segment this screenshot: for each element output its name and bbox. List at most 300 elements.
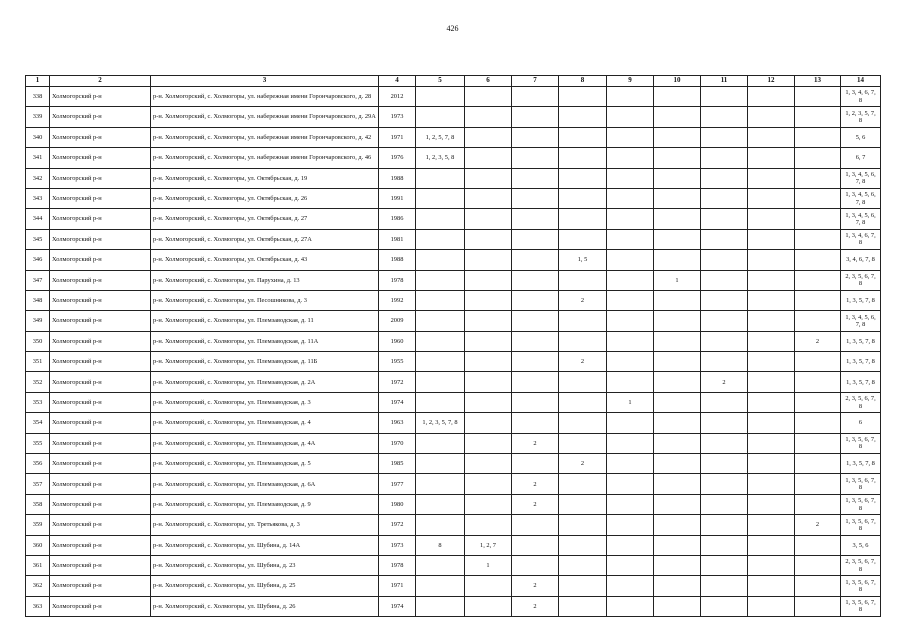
table-cell-col-3: р-н. Холмогорский, с. Холмогоры, ул. Племзаводская, д. 4А <box>151 433 379 453</box>
table-cell-col-13 <box>795 372 841 392</box>
table-cell-col-7 <box>512 535 559 555</box>
table-cell-col-7 <box>512 188 559 208</box>
table-cell-col-7 <box>512 392 559 412</box>
table-cell-col-6 <box>465 331 512 351</box>
table-cell-col-5 <box>416 290 465 310</box>
table-cell-col-10 <box>654 107 701 127</box>
table-row <box>26 311 881 331</box>
table-row <box>26 454 881 474</box>
table-cell-col-6 <box>465 290 512 310</box>
table-cell-col-6 <box>465 229 512 249</box>
table-cell-col-5 <box>416 433 465 453</box>
table-cell-col-8 <box>559 515 607 535</box>
table-cell-col-10 <box>654 229 701 249</box>
table-cell-col-14: 1, 2, 3, 5, 7, 8 <box>841 107 881 127</box>
table-cell-col-5 <box>416 209 465 229</box>
table-cell-col-1: 338 <box>26 87 50 107</box>
table-cell-col-5 <box>416 168 465 188</box>
table-row <box>26 148 881 168</box>
table-cell-col-6 <box>465 433 512 453</box>
column-header-9: 9 <box>607 76 654 87</box>
table-cell-col-14: 1, 3, 5, 6, 7, 8 <box>841 576 881 596</box>
table-row <box>26 576 881 596</box>
column-header-2: 2 <box>50 76 151 87</box>
table-cell-col-9 <box>607 168 654 188</box>
table-cell-col-4: 1977 <box>379 474 416 494</box>
table-cell-col-9 <box>607 474 654 494</box>
table-cell-col-8 <box>559 87 607 107</box>
table-cell-col-1: 355 <box>26 433 50 453</box>
table-cell-col-13 <box>795 494 841 514</box>
table-cell-col-10 <box>654 494 701 514</box>
table-cell-col-9 <box>607 87 654 107</box>
table-cell-col-14: 1, 3, 5, 6, 7, 8 <box>841 596 881 616</box>
table-cell-col-11: 2 <box>701 372 748 392</box>
table-cell-col-1: 357 <box>26 474 50 494</box>
table-cell-col-7 <box>512 250 559 270</box>
table-cell-col-11 <box>701 127 748 147</box>
table-row <box>26 474 881 494</box>
table-cell-col-1: 358 <box>26 494 50 514</box>
table-cell-col-9 <box>607 107 654 127</box>
table-cell-col-2: Холмогорский р-н <box>50 494 151 514</box>
table-header <box>26 76 881 87</box>
table-cell-col-12 <box>748 229 795 249</box>
table-cell-col-13 <box>795 433 841 453</box>
table-cell-col-8 <box>559 555 607 575</box>
column-header-5: 5 <box>416 76 465 87</box>
table-cell-col-2: Холмогорский р-н <box>50 229 151 249</box>
table-cell-col-11 <box>701 290 748 310</box>
table-cell-col-11 <box>701 148 748 168</box>
table-row <box>26 229 881 249</box>
table-cell-col-9 <box>607 148 654 168</box>
table-cell-col-2: Холмогорский р-н <box>50 168 151 188</box>
table-cell-col-2: Холмогорский р-н <box>50 107 151 127</box>
table-cell-col-13 <box>795 168 841 188</box>
table-cell-col-3: р-н. Холмогорский, с. Холмогоры, ул. Шубина, д. 26 <box>151 596 379 616</box>
column-header-13: 13 <box>795 76 841 87</box>
table-cell-col-1: 350 <box>26 331 50 351</box>
table-cell-col-14: 1, 3, 5, 7, 8 <box>841 290 881 310</box>
table-cell-col-13 <box>795 474 841 494</box>
table-cell-col-8 <box>559 392 607 412</box>
table-cell-col-13 <box>795 127 841 147</box>
table-cell-col-7: 2 <box>512 576 559 596</box>
table-row <box>26 352 881 372</box>
table-cell-col-10 <box>654 392 701 412</box>
table-cell-col-14: 3, 5, 6 <box>841 535 881 555</box>
table-cell-col-4: 1988 <box>379 168 416 188</box>
table-cell-col-12 <box>748 188 795 208</box>
table-cell-col-2: Холмогорский р-н <box>50 555 151 575</box>
table-row <box>26 127 881 147</box>
table-cell-col-9 <box>607 596 654 616</box>
table-cell-col-10 <box>654 352 701 372</box>
table-cell-col-3: р-н. Холмогорский, с. Холмогоры, ул. Племзаводская, д. 2А <box>151 372 379 392</box>
table-cell-col-8 <box>559 127 607 147</box>
table-cell-col-14: 1, 3, 4, 6, 7, 8 <box>841 87 881 107</box>
column-header-6: 6 <box>465 76 512 87</box>
table-cell-col-14: 1, 3, 5, 7, 8 <box>841 352 881 372</box>
table-cell-col-13 <box>795 148 841 168</box>
table-cell-col-14: 1, 3, 5, 6, 7, 8 <box>841 494 881 514</box>
table-cell-col-4: 1986 <box>379 209 416 229</box>
table-cell-col-8 <box>559 168 607 188</box>
table-cell-col-7 <box>512 331 559 351</box>
table-cell-col-14: 6, 7 <box>841 148 881 168</box>
table-cell-col-5 <box>416 107 465 127</box>
table-cell-col-5 <box>416 87 465 107</box>
table-cell-col-13 <box>795 229 841 249</box>
table-cell-col-10 <box>654 515 701 535</box>
table-cell-col-2: Холмогорский р-н <box>50 576 151 596</box>
table-cell-col-1: 360 <box>26 535 50 555</box>
table-cell-col-4: 1988 <box>379 250 416 270</box>
table-cell-col-10 <box>654 87 701 107</box>
table-cell-col-10 <box>654 290 701 310</box>
table-row <box>26 250 881 270</box>
table-cell-col-3: р-н. Холмогорский, с. Холмогоры, ул. Племзаводская, д. 11Б <box>151 352 379 372</box>
table-cell-col-12 <box>748 250 795 270</box>
table-cell-col-5: 8 <box>416 535 465 555</box>
table-cell-col-12 <box>748 474 795 494</box>
table-cell-col-11 <box>701 433 748 453</box>
table-cell-col-8 <box>559 474 607 494</box>
table-cell-col-10 <box>654 188 701 208</box>
table-cell-col-2: Холмогорский р-н <box>50 209 151 229</box>
table-cell-col-6 <box>465 107 512 127</box>
table-cell-col-6 <box>465 494 512 514</box>
table-cell-col-8: 2 <box>559 454 607 474</box>
table-cell-col-4: 1974 <box>379 392 416 412</box>
table-cell-col-10 <box>654 576 701 596</box>
table-cell-col-8 <box>559 188 607 208</box>
table-cell-col-4: 1971 <box>379 127 416 147</box>
table-cell-col-11 <box>701 331 748 351</box>
table-cell-col-4: 1981 <box>379 229 416 249</box>
table-cell-col-9 <box>607 290 654 310</box>
table-cell-col-1: 344 <box>26 209 50 229</box>
table-cell-col-12 <box>748 494 795 514</box>
table-cell-col-3: р-н. Холмогорский, с. Холмогоры, ул. Племзаводская, д. 3 <box>151 392 379 412</box>
table-cell-col-14: 1, 3, 4, 5, 6, 7, 8 <box>841 168 881 188</box>
table-cell-col-7 <box>512 454 559 474</box>
table-row <box>26 535 881 555</box>
table-cell-col-13 <box>795 290 841 310</box>
table-cell-col-7 <box>512 127 559 147</box>
table-cell-col-10 <box>654 250 701 270</box>
table-cell-col-8 <box>559 413 607 433</box>
table-cell-col-10 <box>654 168 701 188</box>
table-cell-col-11 <box>701 209 748 229</box>
table-cell-col-6 <box>465 87 512 107</box>
table-cell-col-7 <box>512 413 559 433</box>
table-cell-col-9: 1 <box>607 392 654 412</box>
table-cell-col-8 <box>559 576 607 596</box>
table-cell-col-9 <box>607 270 654 290</box>
table-cell-col-1: 361 <box>26 555 50 575</box>
table-cell-col-10 <box>654 555 701 575</box>
table-cell-col-10 <box>654 454 701 474</box>
table-cell-col-3: р-н. Холмогорский, с. Холмогоры, ул. Октябрьская, д. 27 <box>151 209 379 229</box>
table-cell-col-1: 342 <box>26 168 50 188</box>
table-cell-col-7: 2 <box>512 433 559 453</box>
table-cell-col-12 <box>748 433 795 453</box>
table-row <box>26 494 881 514</box>
table-cell-col-12 <box>748 311 795 331</box>
table-cell-col-7 <box>512 372 559 392</box>
table-row <box>26 87 881 107</box>
table-cell-col-13 <box>795 352 841 372</box>
table-cell-col-4: 1973 <box>379 107 416 127</box>
table-cell-col-13 <box>795 250 841 270</box>
table-cell-col-10 <box>654 372 701 392</box>
table-cell-col-6 <box>465 270 512 290</box>
table-cell-col-2: Холмогорский р-н <box>50 352 151 372</box>
table-cell-col-2: Холмогорский р-н <box>50 454 151 474</box>
table-cell-col-5 <box>416 270 465 290</box>
table-cell-col-5 <box>416 596 465 616</box>
table-cell-col-4: 1992 <box>379 290 416 310</box>
table-row <box>26 168 881 188</box>
page-number: 426 <box>446 24 459 33</box>
table-cell-col-1: 341 <box>26 148 50 168</box>
table-cell-col-11 <box>701 87 748 107</box>
table-cell-col-2: Холмогорский р-н <box>50 474 151 494</box>
table-cell-col-4: 2009 <box>379 311 416 331</box>
column-header-3: 3 <box>151 76 379 87</box>
table-cell-col-1: 354 <box>26 413 50 433</box>
table-cell-col-7 <box>512 209 559 229</box>
table-cell-col-11 <box>701 515 748 535</box>
table-cell-col-6 <box>465 352 512 372</box>
table-cell-col-14: 1, 3, 5, 7, 8 <box>841 372 881 392</box>
table-cell-col-14: 1, 3, 4, 5, 6, 7, 8 <box>841 311 881 331</box>
table-cell-col-1: 351 <box>26 352 50 372</box>
table-cell-col-6 <box>465 168 512 188</box>
table-cell-col-14: 1, 3, 4, 5, 6, 7, 8 <box>841 209 881 229</box>
table-cell-col-7 <box>512 107 559 127</box>
table-cell-col-9 <box>607 331 654 351</box>
table-cell-col-7 <box>512 270 559 290</box>
table-cell-col-1: 349 <box>26 311 50 331</box>
table-cell-col-5 <box>416 250 465 270</box>
table-cell-col-13 <box>795 107 841 127</box>
table-cell-col-7: 2 <box>512 474 559 494</box>
table-cell-col-6 <box>465 474 512 494</box>
table-cell-col-14: 2, 3, 5, 6, 7, 8 <box>841 392 881 412</box>
table-cell-col-13: 2 <box>795 515 841 535</box>
table-cell-col-5 <box>416 474 465 494</box>
table-row <box>26 107 881 127</box>
table-cell-col-8 <box>559 331 607 351</box>
table-cell-col-5 <box>416 454 465 474</box>
table-cell-col-14: 1, 3, 5, 7, 8 <box>841 454 881 474</box>
table-cell-col-2: Холмогорский р-н <box>50 392 151 412</box>
table-cell-col-7 <box>512 352 559 372</box>
table-cell-col-4: 1978 <box>379 555 416 575</box>
table-cell-col-13 <box>795 535 841 555</box>
table-cell-col-9 <box>607 352 654 372</box>
table-cell-col-9 <box>607 127 654 147</box>
table-cell-col-6 <box>465 311 512 331</box>
table-cell-col-2: Холмогорский р-н <box>50 311 151 331</box>
table-row <box>26 188 881 208</box>
table-cell-col-3: р-н. Холмогорский, с. Холмогоры, ул. набережная имени Горончаровского, д. 46 <box>151 148 379 168</box>
table-cell-col-5 <box>416 331 465 351</box>
table-cell-col-11 <box>701 270 748 290</box>
table-cell-col-7 <box>512 87 559 107</box>
table-cell-col-14: 1, 3, 4, 6, 7, 8 <box>841 229 881 249</box>
table-cell-col-3: р-н. Холмогорский, с. Холмогоры, ул. Шубина, д. 14А <box>151 535 379 555</box>
table-row <box>26 433 881 453</box>
table-cell-col-9 <box>607 535 654 555</box>
housing-registry-table <box>25 75 881 617</box>
table-cell-col-1: 359 <box>26 515 50 535</box>
table-cell-col-5 <box>416 188 465 208</box>
table-cell-col-12 <box>748 168 795 188</box>
table-cell-col-11 <box>701 494 748 514</box>
table-row <box>26 555 881 575</box>
table-cell-col-8 <box>559 148 607 168</box>
table-cell-col-5 <box>416 494 465 514</box>
column-header-8: 8 <box>559 76 607 87</box>
table-cell-col-13 <box>795 454 841 474</box>
table-cell-col-1: 362 <box>26 576 50 596</box>
table-cell-col-3: р-н. Холмогорский, с. Холмогоры, ул. Октябрьская, д. 19 <box>151 168 379 188</box>
table-cell-col-4: 1974 <box>379 596 416 616</box>
table-cell-col-12 <box>748 148 795 168</box>
table-cell-col-6 <box>465 392 512 412</box>
table-cell-col-5 <box>416 392 465 412</box>
table-cell-col-1: 348 <box>26 290 50 310</box>
table-cell-col-11 <box>701 250 748 270</box>
table-cell-col-11 <box>701 596 748 616</box>
table-cell-col-12 <box>748 555 795 575</box>
table-cell-col-14: 1, 3, 4, 5, 6, 7, 8 <box>841 188 881 208</box>
table-cell-col-1: 346 <box>26 250 50 270</box>
table-body <box>26 87 881 617</box>
table-cell-col-4: 1972 <box>379 515 416 535</box>
table-cell-col-14: 2, 3, 5, 6, 7, 8 <box>841 270 881 290</box>
table-cell-col-2: Холмогорский р-н <box>50 433 151 453</box>
table-cell-col-5 <box>416 515 465 535</box>
table-cell-col-12 <box>748 209 795 229</box>
table-cell-col-6 <box>465 127 512 147</box>
table-cell-col-8: 2 <box>559 352 607 372</box>
table-cell-col-10 <box>654 209 701 229</box>
table-cell-col-2: Холмогорский р-н <box>50 127 151 147</box>
table-cell-col-9 <box>607 555 654 575</box>
table-cell-col-2: Холмогорский р-н <box>50 148 151 168</box>
table-cell-col-9 <box>607 209 654 229</box>
table-cell-col-12 <box>748 127 795 147</box>
table-cell-col-3: р-н. Холмогорский, с. Холмогоры, ул. Октябрьская, д. 27А <box>151 229 379 249</box>
table-cell-col-11 <box>701 188 748 208</box>
table-cell-col-10 <box>654 127 701 147</box>
table-cell-col-13 <box>795 555 841 575</box>
table-cell-col-13 <box>795 87 841 107</box>
table-cell-col-11 <box>701 311 748 331</box>
column-header-1: 1 <box>26 76 50 87</box>
table-cell-col-8 <box>559 596 607 616</box>
table-cell-col-3: р-н. Холмогорский, с. Холмогоры, ул. Октябрьская, д. 26 <box>151 188 379 208</box>
table-cell-col-5: 1, 2, 5, 7, 8 <box>416 127 465 147</box>
table-cell-col-8 <box>559 209 607 229</box>
table-cell-col-9 <box>607 433 654 453</box>
table-cell-col-10 <box>654 596 701 616</box>
column-header-10: 10 <box>654 76 701 87</box>
table-cell-col-11 <box>701 576 748 596</box>
table-cell-col-3: р-н. Холмогорский, с. Холмогоры, ул. Песошникова, д. 3 <box>151 290 379 310</box>
table-cell-col-6 <box>465 209 512 229</box>
table-cell-col-4: 1955 <box>379 352 416 372</box>
table-cell-col-9 <box>607 454 654 474</box>
table-cell-col-13 <box>795 188 841 208</box>
column-header-14: 14 <box>841 76 881 87</box>
table-cell-col-14: 5, 6 <box>841 127 881 147</box>
table-cell-col-10 <box>654 413 701 433</box>
table-cell-col-11 <box>701 168 748 188</box>
table-cell-col-10 <box>654 474 701 494</box>
table-cell-col-1: 340 <box>26 127 50 147</box>
table-cell-col-3: р-н. Холмогорский, с. Холмогоры, ул. Племзаводская, д. 11А <box>151 331 379 351</box>
table-cell-col-7 <box>512 515 559 535</box>
table-cell-col-8 <box>559 433 607 453</box>
table-cell-col-11 <box>701 352 748 372</box>
table-cell-col-11 <box>701 474 748 494</box>
table-cell-col-2: Холмогорский р-н <box>50 413 151 433</box>
table-cell-col-10 <box>654 331 701 351</box>
table-cell-col-9 <box>607 576 654 596</box>
table-cell-col-6 <box>465 188 512 208</box>
table-row <box>26 515 881 535</box>
table-cell-col-1: 339 <box>26 107 50 127</box>
table-cell-col-4: 1971 <box>379 576 416 596</box>
table-cell-col-11 <box>701 555 748 575</box>
table-cell-col-6 <box>465 413 512 433</box>
table-cell-col-2: Холмогорский р-н <box>50 596 151 616</box>
table-cell-col-13 <box>795 270 841 290</box>
table-cell-col-4: 1991 <box>379 188 416 208</box>
table-cell-col-14: 6 <box>841 413 881 433</box>
table-cell-col-7 <box>512 229 559 249</box>
table-cell-col-5: 1, 2, 3, 5, 7, 8 <box>416 413 465 433</box>
table-cell-col-14: 2, 3, 5, 6, 7, 8 <box>841 555 881 575</box>
table-cell-col-9 <box>607 229 654 249</box>
table-cell-col-6 <box>465 148 512 168</box>
table-cell-col-14: 1, 3, 5, 6, 7, 8 <box>841 433 881 453</box>
table-cell-col-6 <box>465 454 512 474</box>
table-cell-col-6 <box>465 576 512 596</box>
header-row <box>26 76 881 87</box>
table-cell-col-12 <box>748 352 795 372</box>
table-cell-col-5 <box>416 372 465 392</box>
column-header-7: 7 <box>512 76 559 87</box>
table-cell-col-5 <box>416 229 465 249</box>
table-row <box>26 331 881 351</box>
table-cell-col-8 <box>559 372 607 392</box>
table-cell-col-13 <box>795 596 841 616</box>
table-cell-col-2: Холмогорский р-н <box>50 535 151 555</box>
table-cell-col-9 <box>607 494 654 514</box>
table-cell-col-12 <box>748 331 795 351</box>
table-cell-col-5 <box>416 311 465 331</box>
table-cell-col-8 <box>559 311 607 331</box>
table-cell-col-4: 1960 <box>379 331 416 351</box>
table-cell-col-12 <box>748 535 795 555</box>
